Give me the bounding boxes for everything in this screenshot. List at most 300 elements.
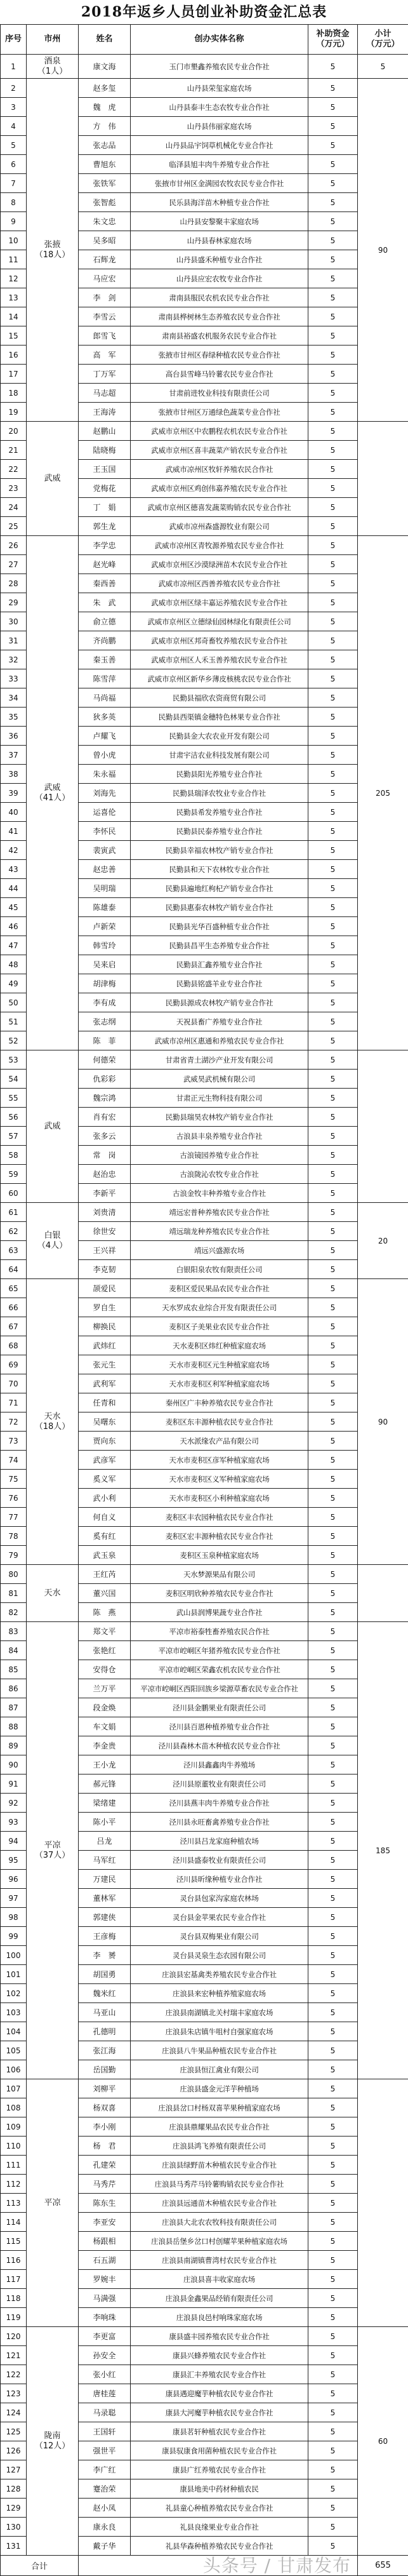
row-number: 82 (1, 1603, 27, 1622)
entity-name: 天水市麦积区元生种植家庭农场 (131, 1355, 308, 1374)
subsidy-amount: 5 (308, 1698, 358, 1717)
row-number: 94 (1, 1832, 27, 1851)
table-row (1, 2327, 408, 2346)
entity-name: 武威市京州区中农鹏程农机农民专业合作社 (131, 422, 308, 441)
subtotal-cell: 5 (358, 55, 408, 79)
person-name: 齐尚鹏 (79, 631, 131, 650)
row-number: 91 (1, 1774, 27, 1794)
row-number: 62 (1, 1222, 27, 1241)
subsidy-amount: 5 (308, 79, 358, 98)
person-name: 王玉国 (79, 460, 131, 479)
subsidy-amount: 5 (308, 974, 358, 993)
subsidy-amount: 5 (308, 1336, 358, 1355)
entity-name: 麦积区爱民果品农民专业合作社 (131, 1279, 308, 1298)
row-number: 92 (1, 1794, 27, 1813)
city-name: 天水 (44, 1588, 60, 1598)
row-number: 35 (1, 708, 27, 727)
row-number: 43 (1, 860, 27, 879)
row-number: 95 (1, 1851, 27, 1870)
person-name: 曾小虎 (79, 746, 131, 765)
person-name: 武玉泉 (79, 1546, 131, 1565)
person-name: 肖有宏 (79, 1108, 131, 1127)
subsidy-amount: 5 (308, 1565, 358, 1584)
subtotal-cell (358, 2079, 408, 2327)
subsidy-amount: 5 (308, 841, 358, 860)
row-number: 106 (1, 2060, 27, 2079)
row-number: 118 (1, 2289, 27, 2308)
entity-name: 古浪镜园养殖专业合作社 (131, 1146, 308, 1165)
entity-name: 肃南县服民农机农民专业合作社 (131, 288, 308, 307)
subsidy-amount: 5 (308, 193, 358, 212)
row-number: 86 (1, 1679, 27, 1698)
subsidy-amount: 5 (308, 307, 358, 326)
subsidy-amount: 5 (308, 1374, 358, 1393)
subsidy-amount: 5 (308, 669, 358, 688)
entity-name: 天水市麦积区利军种植家庭农场 (131, 1374, 308, 1393)
entity-name: 民勤县民泰养殖专业合作社 (131, 822, 308, 841)
subsidy-amount: 5 (308, 212, 358, 231)
entity-name: 山丹县盛禾种植专业合作社 (131, 250, 308, 269)
entity-name: 民勤县和天下农林牧专业合作社 (131, 860, 308, 879)
person-name: 郭生龙 (79, 517, 131, 536)
person-name: 任青和 (79, 1393, 131, 1412)
entity-name: 武威市京州区立德绿仙园林绿化有限责任公司 (131, 612, 308, 631)
person-name: 赵光峰 (79, 555, 131, 574)
person-name: 石五湖 (79, 2251, 131, 2270)
person-name: 陈 燕 (79, 1603, 131, 1622)
row-number: 53 (1, 1050, 27, 1070)
row-number: 21 (1, 441, 27, 460)
row-number: 93 (1, 1813, 27, 1832)
entity-name: 庄浪县鼎耀果品农民专业合作社 (131, 2117, 308, 2137)
row-number: 37 (1, 746, 27, 765)
entity-name: 山丹县品宇饲草机械化专业合作社 (131, 136, 308, 155)
person-name: 张志纲 (79, 1012, 131, 1031)
person-name: 何自义 (79, 1508, 131, 1527)
row-number: 72 (1, 1412, 27, 1432)
row-number: 111 (1, 2156, 27, 2175)
entity-name: 民勤县福欣农资商贸有限公司 (131, 688, 308, 708)
row-number: 48 (1, 955, 27, 974)
city-cell (27, 1622, 79, 2079)
person-name: 王国轩 (79, 2422, 131, 2441)
entity-name: 庄浪县宏基禽类养殖农民专业合作社 (131, 1965, 308, 1984)
subsidy-amount: 5 (308, 250, 358, 269)
person-name: 张艳红 (79, 1641, 131, 1660)
row-number: 19 (1, 403, 27, 422)
total-blank (79, 2556, 358, 2576)
subsidy-amount: 5 (308, 441, 358, 460)
person-name: 刘贵清 (79, 1203, 131, 1222)
entity-name: 古浪陇沁农牧专业合作社 (131, 1165, 308, 1184)
row-number: 103 (1, 2003, 27, 2022)
entity-name: 康县茗轩种植农民专业合作社 (131, 2422, 308, 2441)
subsidy-amount: 5 (308, 98, 358, 117)
person-name: 孙安全 (79, 2346, 131, 2365)
entity-name: 康县广红养殖农民专业合作社 (131, 2460, 308, 2479)
subsidy-amount: 5 (308, 2537, 358, 2556)
entity-name: 泾川县燕丰肉牛养殖专业合作社 (131, 1794, 308, 1813)
entity-name: 山丹县泰丰生态农牧专业合作社 (131, 98, 308, 117)
person-name: 丁万军 (79, 365, 131, 384)
subsidy-amount: 5 (308, 1298, 358, 1317)
table-row (1, 79, 408, 98)
subsidy-amount: 5 (308, 1584, 358, 1603)
subsidy-amount: 5 (308, 1260, 358, 1279)
subsidy-amount: 5 (308, 1736, 358, 1755)
entity-name: 康县汇丰养殖农民专业合作社 (131, 2365, 308, 2384)
row-number: 108 (1, 2098, 27, 2117)
table-row (1, 1203, 408, 1222)
entity-name: 甘肃宇洁农业科技发展有限公司 (131, 746, 308, 765)
subsidy-amount: 5 (308, 1489, 358, 1508)
row-number: 1 (1, 55, 27, 79)
entity-name: 白银阳泉农牧有限责任公司 (131, 1260, 308, 1279)
entity-name: 庄浪县恒江禽业有限公司 (131, 2060, 308, 2079)
person-name: 仇彩彩 (79, 1070, 131, 1089)
subsidy-amount: 5 (308, 1031, 358, 1050)
person-name: 吴曙东 (79, 1412, 131, 1432)
person-name: 李金贵 (79, 1736, 131, 1755)
entity-name: 平凉市裕泰牲畜养殖农民合作社 (131, 1622, 308, 1641)
entity-name: 康县地美中药材种植农民 (131, 2479, 308, 2499)
entity-name: 天水罗成农业综合开发有限责任公司 (131, 1298, 308, 1317)
row-number: 26 (1, 536, 27, 555)
entity-name: 天祝县畜广养殖专业合作社 (131, 1012, 308, 1031)
subsidy-amount: 5 (308, 2518, 358, 2537)
city-cell (27, 1050, 79, 1203)
entity-name: 泾川县永旺畜禽养殖专业合作社 (131, 1813, 308, 1832)
row-number: 60 (1, 1184, 27, 1203)
subsidy-amount: 5 (308, 326, 358, 345)
subsidy-amount: 5 (308, 822, 358, 841)
person-name: 陆晓梅 (79, 441, 131, 460)
entity-name: 靖远宏普种养殖农民专业合作社 (131, 1203, 308, 1222)
city-cell (27, 2079, 79, 2327)
subsidy-amount: 5 (308, 1660, 358, 1679)
entity-name: 民勤县瑞泽农牧业专业合作社 (131, 784, 308, 803)
person-name: 丁 娟 (79, 498, 131, 517)
row-number: 96 (1, 1870, 27, 1889)
subsidy-amount: 5 (308, 2079, 358, 2098)
table-body (1, 55, 408, 2556)
row-number: 76 (1, 1489, 27, 1508)
subsidy-amount: 5 (308, 2213, 358, 2232)
entity-name: 天水市麦积区彦军种植家庭农场 (131, 1451, 308, 1470)
subsidy-amount: 5 (308, 1889, 358, 1908)
table-header-row (1, 25, 408, 55)
person-name: 张元生 (79, 1355, 131, 1374)
subsidy-amount: 5 (308, 1451, 358, 1470)
entity-name: 康县兴蜂养殖农民专业合作社 (131, 2346, 308, 2365)
subsidy-amount: 5 (308, 1774, 358, 1794)
person-name: 万建民 (79, 1870, 131, 1889)
subsidy-amount: 5 (308, 365, 358, 384)
row-number: 31 (1, 631, 27, 650)
person-name: 秦西善 (79, 574, 131, 593)
city-name: 天水 (44, 1412, 60, 1421)
subsidy-amount: 5 (308, 574, 358, 593)
row-number: 44 (1, 879, 27, 898)
entity-name: 民乐县海洋苗木种植专业合作社 (131, 193, 308, 212)
row-number: 49 (1, 974, 27, 993)
entity-name: 庄浪县良邑村响珠家庭农场 (131, 2308, 308, 2327)
row-number: 68 (1, 1336, 27, 1355)
row-number: 119 (1, 2308, 27, 2327)
subsidy-amount: 5 (308, 1679, 358, 1698)
person-name: 张铁军 (79, 174, 131, 193)
subsidy-amount: 5 (308, 1012, 358, 1031)
entity-name: 武威市京州区鸡创伟嘉养殖农民专业合作社 (131, 479, 308, 498)
entity-name: 康县大河魔芋种植农民专业合作社 (131, 2403, 308, 2422)
entity-name: 武威昊武机械有限公司 (131, 1070, 308, 1089)
person-name: 朱 武 (79, 593, 131, 612)
row-number: 30 (1, 612, 27, 631)
row-number: 125 (1, 2422, 27, 2441)
subsidy-amount: 5 (308, 231, 358, 250)
row-number: 59 (1, 1165, 27, 1184)
entity-name: 麦积区丰农园种植农民专业合作社 (131, 1508, 308, 1527)
entity-name: 天水麦积区炜红种植家庭农场 (131, 1336, 308, 1355)
subsidy-summary-table (0, 24, 408, 2576)
row-number: 63 (1, 1241, 27, 1260)
subsidy-amount: 5 (308, 1108, 358, 1127)
person-name: 马秀芹 (79, 2175, 131, 2194)
entity-name: 民勤县瑞昊农林牧产销专业合作社 (131, 1108, 308, 1127)
person-name: 刘柳平 (79, 2079, 131, 2098)
person-name: 孔建荣 (79, 2156, 131, 2175)
entity-name: 庄浪县岳堡乡岔口村创耀苹果种植家庭农场 (131, 2232, 308, 2251)
person-name: 武炜红 (79, 1336, 131, 1355)
person-name: 李克韧 (79, 1260, 131, 1279)
person-name: 何德荣 (79, 1050, 131, 1070)
row-number: 46 (1, 917, 27, 936)
subsidy-amount: 5 (308, 612, 358, 631)
table-row (1, 1050, 408, 1070)
row-number: 32 (1, 650, 27, 669)
entity-name: 武威市凉州区惠通和养殖农民专业合作社 (131, 1031, 308, 1050)
entity-name: 庄浪县大北农农牧科技有限责任公司 (131, 2213, 308, 2232)
row-number: 120 (1, 2327, 27, 2346)
subsidy-amount: 5 (308, 631, 358, 650)
entity-name: 天水市麦积区小利种植家庭农场 (131, 1489, 308, 1508)
person-name: 曹旭东 (79, 155, 131, 174)
subsidy-amount: 5 (308, 2346, 358, 2365)
entity-name: 泾川县金鹏果业有限责任公司 (131, 1698, 308, 1717)
person-name: 吴多昭 (79, 231, 131, 250)
person-name: 李更富 (79, 2327, 131, 2346)
row-number: 28 (1, 574, 27, 593)
row-number: 128 (1, 2479, 27, 2499)
person-name: 唐桂莲 (79, 2384, 131, 2403)
subtotal-cell (358, 422, 408, 536)
subsidy-amount: 5 (308, 1165, 358, 1184)
row-number: 75 (1, 1470, 27, 1489)
row-number: 110 (1, 2137, 27, 2156)
entity-name: 武威市京州区新华乡薄皮核桃农民专业合作社 (131, 669, 308, 688)
row-number: 13 (1, 288, 27, 307)
city-name: 张掖 (44, 240, 60, 250)
city-count: （12人） (27, 2441, 78, 2452)
subsidy-amount: 5 (308, 288, 358, 307)
subsidy-amount: 5 (308, 2441, 358, 2460)
row-number: 18 (1, 384, 27, 403)
subsidy-amount: 5 (308, 936, 358, 955)
entity-name: 庄浪县岔口村杨双喜苹果种植家庭农场 (131, 2098, 308, 2117)
row-number: 57 (1, 1127, 27, 1146)
person-name: 柳换民 (79, 1317, 131, 1336)
city-name: 武威 (44, 474, 60, 483)
subsidy-amount: 5 (308, 460, 358, 479)
person-name: 张小红 (79, 2365, 131, 2384)
subsidy-amount: 5 (308, 2460, 358, 2479)
row-number: 40 (1, 803, 27, 822)
entity-name: 麦积区明欣种养殖农民专业合作社 (131, 1584, 308, 1603)
subsidy-amount: 5 (308, 1984, 358, 2003)
subtotal-cell (358, 1050, 408, 1203)
subsidy-amount: 5 (308, 1203, 358, 1222)
entity-name: 民勤县西渠镇金穗特色林果专业合作社 (131, 708, 308, 727)
row-number: 71 (1, 1393, 27, 1412)
person-name: 运喜伦 (79, 803, 131, 822)
person-name: 戴子华 (79, 2537, 131, 2556)
subsidy-amount: 5 (308, 1832, 358, 1851)
person-name: 党梅花 (79, 479, 131, 498)
entity-name: 武威市京州区德喜发蔬菜购销农民专业合作社 (131, 498, 308, 517)
person-name: 蹇治荣 (79, 2479, 131, 2499)
row-number: 22 (1, 460, 27, 479)
person-name: 兰万平 (79, 1679, 131, 1698)
subsidy-amount: 5 (308, 2156, 358, 2175)
person-name: 贾向东 (79, 1432, 131, 1451)
subsidy-amount: 5 (308, 727, 358, 746)
row-number: 17 (1, 365, 27, 384)
total-row (1, 2556, 408, 2576)
header-no: 序号 (1, 25, 27, 55)
subsidy-amount: 5 (308, 1527, 358, 1546)
row-number: 69 (1, 1355, 27, 1374)
person-name: 陈小平 (79, 1813, 131, 1832)
entity-name: 庄浪县金鑫果品经销有限责任公司 (131, 2289, 308, 2308)
entity-name: 庄浪县鸿飞养殖有限责任公司 (131, 2137, 308, 2156)
row-number: 52 (1, 1031, 27, 1050)
entity-name: 张掖市甘州区万通绿色蔬菜专业合作社 (131, 403, 308, 422)
row-number: 114 (1, 2213, 27, 2232)
row-number: 121 (1, 2346, 27, 2365)
subsidy-amount: 5 (308, 1317, 358, 1336)
entity-name: 山丹县安黎聚丰家庭农场 (131, 212, 308, 231)
entity-name: 天水梦源果品有限公司 (131, 1565, 308, 1584)
person-name: 朱文忠 (79, 212, 131, 231)
subsidy-amount: 5 (308, 993, 358, 1012)
person-name: 赵治忠 (79, 1165, 131, 1184)
person-name: 董林军 (79, 1889, 131, 1908)
person-name: 李 剑 (79, 288, 131, 307)
header-city: 市州 (27, 25, 79, 55)
person-name: 赵多玺 (79, 79, 131, 98)
entity-name: 礼县童心种植养殖农民专业合作社 (131, 2499, 308, 2518)
person-name: 马军红 (79, 1851, 131, 1870)
subsidy-amount: 5 (308, 1813, 358, 1832)
header-subtotal (358, 25, 408, 55)
entity-name: 康县遇迎魔芋种植农民专业合作社 (131, 2384, 308, 2403)
city-cell (27, 2327, 79, 2556)
subsidy-amount: 5 (308, 2003, 358, 2022)
subsidy-amount: 5 (308, 479, 358, 498)
row-number: 6 (1, 155, 27, 174)
row-number: 50 (1, 993, 27, 1012)
person-name: 秦玉善 (79, 650, 131, 669)
person-name: 徐世安 (79, 1222, 131, 1241)
row-number: 89 (1, 1736, 27, 1755)
person-name: 段金焕 (79, 1698, 131, 1717)
person-name: 俞立德 (79, 612, 131, 631)
subsidy-amount: 5 (308, 1603, 358, 1622)
row-number: 101 (1, 1965, 27, 1984)
subtotal-cell (358, 1565, 408, 1622)
row-number: 5 (1, 136, 27, 155)
person-name: 王红芮 (79, 1565, 131, 1584)
person-name: 杨跟相 (79, 2232, 131, 2251)
subsidy-amount: 5 (308, 498, 358, 517)
entity-name: 灵台县包家沟家庭农林场 (131, 1889, 308, 1908)
entity-name: 庄浪县绿野苗木种植农民专业合作社 (131, 2156, 308, 2175)
subsidy-amount: 5 (308, 2479, 358, 2499)
row-number: 51 (1, 1012, 27, 1031)
subsidy-amount: 5 (308, 879, 358, 898)
subsidy-amount: 5 (308, 1870, 358, 1889)
subsidy-amount: 5 (308, 1222, 358, 1241)
table-row (1, 55, 408, 79)
row-number: 107 (1, 2079, 27, 2098)
entity-name: 泾川县昕缘种植专业合作社 (131, 1870, 308, 1889)
row-number: 8 (1, 193, 27, 212)
subsidy-amount: 5 (308, 384, 358, 403)
row-number: 116 (1, 2251, 27, 2270)
subsidy-amount: 5 (308, 555, 358, 574)
entity-name: 庄浪县八牛果品种植农民专业合作社 (131, 2041, 308, 2060)
entity-name: 灵台县金苹果农民专业合作社 (131, 1908, 308, 1927)
person-name: 郎雪飞 (79, 326, 131, 345)
subsidy-amount: 5 (308, 1641, 358, 1660)
person-name: 颉爱民 (79, 1279, 131, 1298)
person-name: 郝元锋 (79, 1774, 131, 1794)
row-number: 34 (1, 688, 27, 708)
row-number: 9 (1, 212, 27, 231)
entity-name: 民勤县汇鑫养殖专业合作社 (131, 955, 308, 974)
entity-name: 麦积区子美果业农民专业合作社 (131, 1317, 308, 1336)
row-number: 4 (1, 117, 27, 136)
city-count: （1人） (27, 67, 78, 77)
entity-name: 庄浪县盛金元洋芋种植场 (131, 2079, 308, 2098)
person-name: 裴寅武 (79, 841, 131, 860)
subsidy-amount: 5 (308, 1050, 358, 1070)
subsidy-amount: 5 (308, 2403, 358, 2422)
person-name: 杨双喜 (79, 2098, 131, 2117)
header-amount (308, 25, 358, 55)
person-name: 李怀民 (79, 822, 131, 841)
subsidy-amount: 5 (308, 1089, 358, 1108)
entity-name: 武威市京州区邦奇畜牧养殖农民专业合作社 (131, 631, 308, 650)
entity-name: 古浪县丰泉养殖专业合作社 (131, 1127, 308, 1146)
person-name: 康文海 (79, 55, 131, 79)
entity-name: 天水市麦积区义军种植家庭农场 (131, 1470, 308, 1489)
subsidy-amount: 5 (308, 2365, 358, 2384)
entity-name: 武威市京州区喜丰蔬菜产销农民专业合作社 (131, 441, 308, 460)
total-label: 合计 (1, 2556, 79, 2576)
person-name: 马录聪 (79, 2403, 131, 2422)
entity-name: 山丹县荣玺家庭农场 (131, 79, 308, 98)
